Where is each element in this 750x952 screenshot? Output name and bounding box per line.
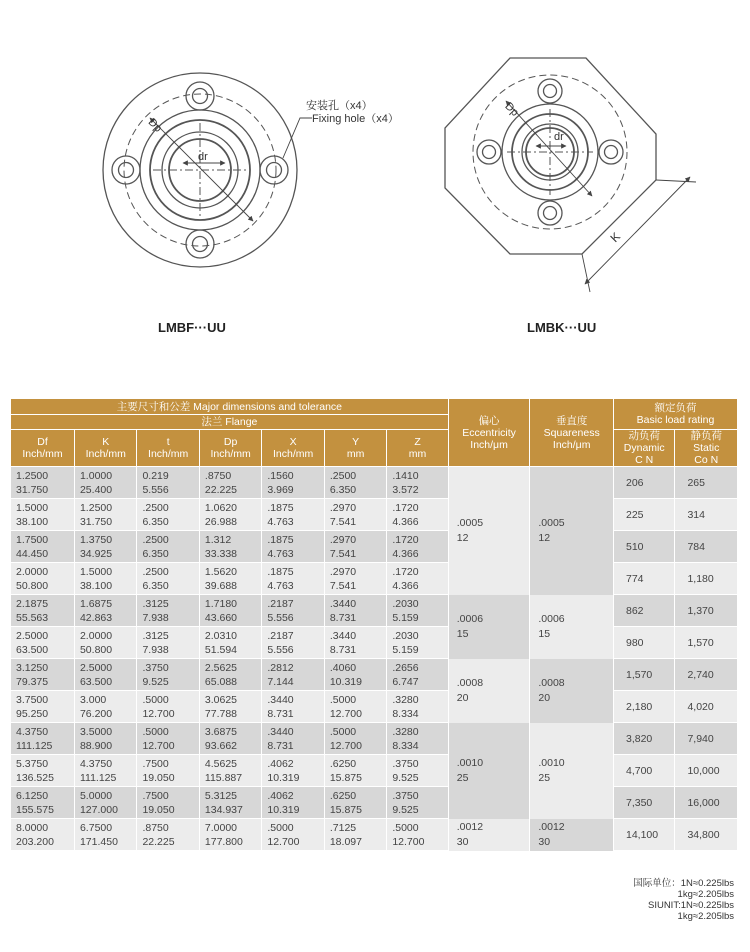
dimension-cell-k: 4.3750 111.125 (74, 755, 136, 787)
spec-table (11, 399, 738, 851)
dimension-cell-x: .3440 8.731 (262, 723, 324, 755)
eccentricity-cell: .0005 12 (448, 467, 530, 595)
dimension-cell-k: 1.2500 31.750 (74, 499, 136, 531)
static-load-cell: 1,180 (675, 563, 738, 595)
dimension-cell-k: 1.3750 34.925 (74, 531, 136, 563)
fixing-hole-en-label: Fixing hole（x4） (312, 113, 399, 125)
dynamic-load-cell: 225 (614, 499, 675, 531)
table-row (11, 787, 738, 819)
dimension-cell-k: 3.5000 88.900 (74, 723, 136, 755)
column-header: Y mm (324, 430, 386, 467)
lmbk-k-label: K (607, 229, 624, 246)
dimension-cell-x: .2187 5.556 (262, 595, 324, 627)
dimension-cell-dp: 5.3125 134.937 (199, 787, 261, 819)
units-line: SIUNIT:1N≈0.225lbs (647, 900, 734, 911)
dynamic-load-cell: 980 (614, 627, 675, 659)
dimension-cell-y: .2970 7.541 (324, 499, 386, 531)
dimension-cell-df: 2.0000 50.800 (11, 563, 74, 595)
squareness-header: 垂直度 Squareness Inch/μm (530, 399, 614, 467)
column-header: K Inch/mm (74, 430, 136, 467)
dimension-cell-t: 0.219 5.556 (137, 467, 199, 499)
dimension-cell-z: .1720 4.366 (387, 531, 448, 563)
static-load-cell: 1,370 (675, 595, 738, 627)
dimension-cell-x: .3440 8.731 (262, 691, 324, 723)
squareness-cell: .0008 20 (530, 659, 614, 723)
dimension-cell-y: .6250 15.875 (324, 755, 386, 787)
dimension-cell-t: .7500 19.050 (137, 755, 199, 787)
dimension-cell-x: .4062 10.319 (262, 755, 324, 787)
column-header: Z mm (387, 430, 448, 467)
dimension-cell-z: .2656 6.747 (387, 659, 448, 691)
dimension-cell-k: 1.0000 25.400 (74, 467, 136, 499)
units-note (633, 878, 734, 922)
lmbf-caption: LMBF···UU (158, 320, 226, 335)
dimension-cell-df: 5.3750 136.525 (11, 755, 74, 787)
dimension-cell-z: .2030 5.159 (387, 595, 448, 627)
dimension-cell-df: 1.7500 44.450 (11, 531, 74, 563)
dimension-cell-dp: 2.5625 65.088 (199, 659, 261, 691)
dimension-cell-t: .3750 9.525 (137, 659, 199, 691)
dimension-cell-t: .2500 6.350 (137, 563, 199, 595)
static-load-cell: 16,000 (675, 787, 738, 819)
dimension-cell-t: .2500 6.350 (137, 499, 199, 531)
flange-header: 法兰 Flange (11, 415, 448, 430)
table-row (11, 755, 738, 787)
squareness-cell: .0006 15 (530, 595, 614, 659)
dynamic-load-cell: 2,180 (614, 691, 675, 723)
lmbk-dp-label: Dp (502, 100, 521, 119)
static-load-cell: 7,940 (675, 723, 738, 755)
dimension-cell-dp: .8750 22.225 (199, 467, 261, 499)
dimension-cell-dp: 4.5625 115.887 (199, 755, 261, 787)
static-load-header: 静负荷 Static Co N (675, 430, 738, 467)
dimension-cell-df: 6.1250 155.575 (11, 787, 74, 819)
fixing-hole-cn-label: 安装孔（x4） (306, 100, 373, 112)
dimension-cell-z: .1410 3.572 (387, 467, 448, 499)
technical-drawings (0, 0, 750, 400)
dynamic-load-cell: 862 (614, 595, 675, 627)
dimension-cell-dp: 3.6875 93.662 (199, 723, 261, 755)
table-row (11, 691, 738, 723)
lmbk-dr-label: dr (554, 131, 564, 143)
dimension-cell-dp: 1.5620 39.688 (199, 563, 261, 595)
dimension-cell-dp: 7.0000 177.800 (199, 819, 261, 851)
eccentricity-cell: .0010 25 (448, 723, 530, 819)
units-line: 国际单位：1N≈0.225lbs (633, 878, 734, 889)
table-row (11, 499, 738, 531)
dimension-cell-dp: 2.0310 51.594 (199, 627, 261, 659)
dimension-cell-k: 2.0000 50.800 (74, 627, 136, 659)
static-load-cell: 2,740 (675, 659, 738, 691)
dimension-cell-dp: 1.7180 43.660 (199, 595, 261, 627)
lmbf-dp-label: Dp (145, 116, 165, 135)
static-load-cell: 314 (675, 499, 738, 531)
dynamic-load-cell: 3,820 (614, 723, 675, 755)
dimension-cell-dp: 3.0625 77.788 (199, 691, 261, 723)
dimension-cell-k: 2.5000 63.500 (74, 659, 136, 691)
dimension-cell-k: 5.0000 127.000 (74, 787, 136, 819)
dimension-cell-df: 1.2500 31.750 (11, 467, 74, 499)
squareness-cell: .0010 25 (530, 723, 614, 819)
dimension-cell-k: 1.5000 38.100 (74, 563, 136, 595)
table-row (11, 595, 738, 627)
dimension-cell-y: .2970 7.541 (324, 563, 386, 595)
table-row (11, 819, 738, 851)
column-header: Df Inch/mm (11, 430, 74, 467)
dimension-cell-df: 8.0000 203.200 (11, 819, 74, 851)
dynamic-load-cell: 774 (614, 563, 675, 595)
static-load-cell: 10,000 (675, 755, 738, 787)
dimension-cell-y: .5000 12.700 (324, 723, 386, 755)
table-row (11, 627, 738, 659)
dimension-cell-df: 4.3750 111.125 (11, 723, 74, 755)
dimension-cell-z: .2030 5.159 (387, 627, 448, 659)
squareness-cell: .0005 12 (530, 467, 614, 595)
dynamic-load-header: 动负荷 Dynamic C N (614, 430, 675, 467)
dimension-cell-x: .4062 10.319 (262, 787, 324, 819)
dimension-cell-df: 2.5000 63.500 (11, 627, 74, 659)
dimension-cell-df: 3.1250 79.375 (11, 659, 74, 691)
dimension-cell-k: 6.7500 171.450 (74, 819, 136, 851)
major-dimensions-header: 主要尺寸和公差 Major dimensions and tolerance (11, 399, 448, 415)
dimension-cell-k: 1.6875 42.863 (74, 595, 136, 627)
dimension-cell-y: .6250 15.875 (324, 787, 386, 819)
units-line: 1kg≈2.205lbs (677, 911, 734, 922)
column-header: t Inch/mm (137, 430, 199, 467)
dimension-cell-df: 1.5000 38.100 (11, 499, 74, 531)
dimension-cell-y: .3440 8.731 (324, 627, 386, 659)
dimension-cell-x: .5000 12.700 (262, 819, 324, 851)
dimension-cell-t: .3125 7.938 (137, 627, 199, 659)
dynamic-load-cell: 1,570 (614, 659, 675, 691)
dynamic-load-cell: 7,350 (614, 787, 675, 819)
lmbf-drawing (103, 73, 312, 267)
dimension-cell-z: .3280 8.334 (387, 723, 448, 755)
dimension-cell-x: .1875 4.763 (262, 531, 324, 563)
dimension-cell-t: .7500 19.050 (137, 787, 199, 819)
table-row (11, 467, 738, 499)
dimension-cell-y: .4060 10.319 (324, 659, 386, 691)
table-row (11, 659, 738, 691)
dimension-cell-z: .1720 4.366 (387, 563, 448, 595)
dimension-cell-t: .2500 6.350 (137, 531, 199, 563)
static-load-cell: 4,020 (675, 691, 738, 723)
dimension-cell-t: .5000 12.700 (137, 723, 199, 755)
dimension-cell-x: .2812 7.144 (262, 659, 324, 691)
column-header: Dp Inch/mm (199, 430, 261, 467)
dimension-cell-x: .1560 3.969 (262, 467, 324, 499)
column-header: X Inch/mm (262, 430, 324, 467)
eccentricity-cell: .0008 20 (448, 659, 530, 723)
dimension-cell-t: .5000 12.700 (137, 691, 199, 723)
dimension-cell-z: .3750 9.525 (387, 787, 448, 819)
dynamic-load-cell: 510 (614, 531, 675, 563)
mounting-hole-icon (112, 82, 288, 258)
dimension-cell-x: .2187 5.556 (262, 627, 324, 659)
dimension-cell-t: .8750 22.225 (137, 819, 199, 851)
dimension-cell-y: .5000 12.700 (324, 691, 386, 723)
static-load-cell: 784 (675, 531, 738, 563)
dimension-cell-y: .2970 7.541 (324, 531, 386, 563)
dimension-cell-x: .1875 4.763 (262, 563, 324, 595)
dimension-cell-dp: 1.312 33.338 (199, 531, 261, 563)
dimension-cell-y: .3440 8.731 (324, 595, 386, 627)
dynamic-load-cell: 4,700 (614, 755, 675, 787)
dimension-cell-z: .1720 4.366 (387, 499, 448, 531)
dimension-cell-x: .1875 4.763 (262, 499, 324, 531)
table-row (11, 563, 738, 595)
dynamic-load-cell: 206 (614, 467, 675, 499)
static-load-cell: 1,570 (675, 627, 738, 659)
dimension-cell-z: .3280 8.334 (387, 691, 448, 723)
dimension-cell-k: 3.000 76.200 (74, 691, 136, 723)
squareness-cell: .0012 30 (530, 819, 614, 851)
lmbk-caption: LMBK···UU (527, 320, 597, 335)
eccentricity-cell: .0012 30 (448, 819, 530, 851)
lmbf-dr-label: dr (198, 151, 208, 163)
lmbk-drawing (445, 58, 696, 292)
eccentricity-cell: .0006 15 (448, 595, 530, 659)
dimension-cell-df: 3.7500 95.250 (11, 691, 74, 723)
eccentricity-header: 偏心 Eccentricity Inch/μm (448, 399, 530, 467)
dimension-cell-t: .3125 7.938 (137, 595, 199, 627)
dimension-cell-df: 2.1875 55.563 (11, 595, 74, 627)
dimension-cell-y: .2500 6.350 (324, 467, 386, 499)
dimension-cell-z: .3750 9.525 (387, 755, 448, 787)
dimension-cell-dp: 1.0620 26.988 (199, 499, 261, 531)
static-load-cell: 265 (675, 467, 738, 499)
dimension-cell-y: .7125 18.097 (324, 819, 386, 851)
static-load-cell: 34,800 (675, 819, 738, 851)
basic-load-header: 额定负荷 Basic load rating (614, 399, 738, 430)
dynamic-load-cell: 14,100 (614, 819, 675, 851)
table-row (11, 723, 738, 755)
units-line: 1kg≈2.205lbs (677, 889, 734, 900)
dimension-cell-z: .5000 12.700 (387, 819, 448, 851)
table-row (11, 531, 738, 563)
